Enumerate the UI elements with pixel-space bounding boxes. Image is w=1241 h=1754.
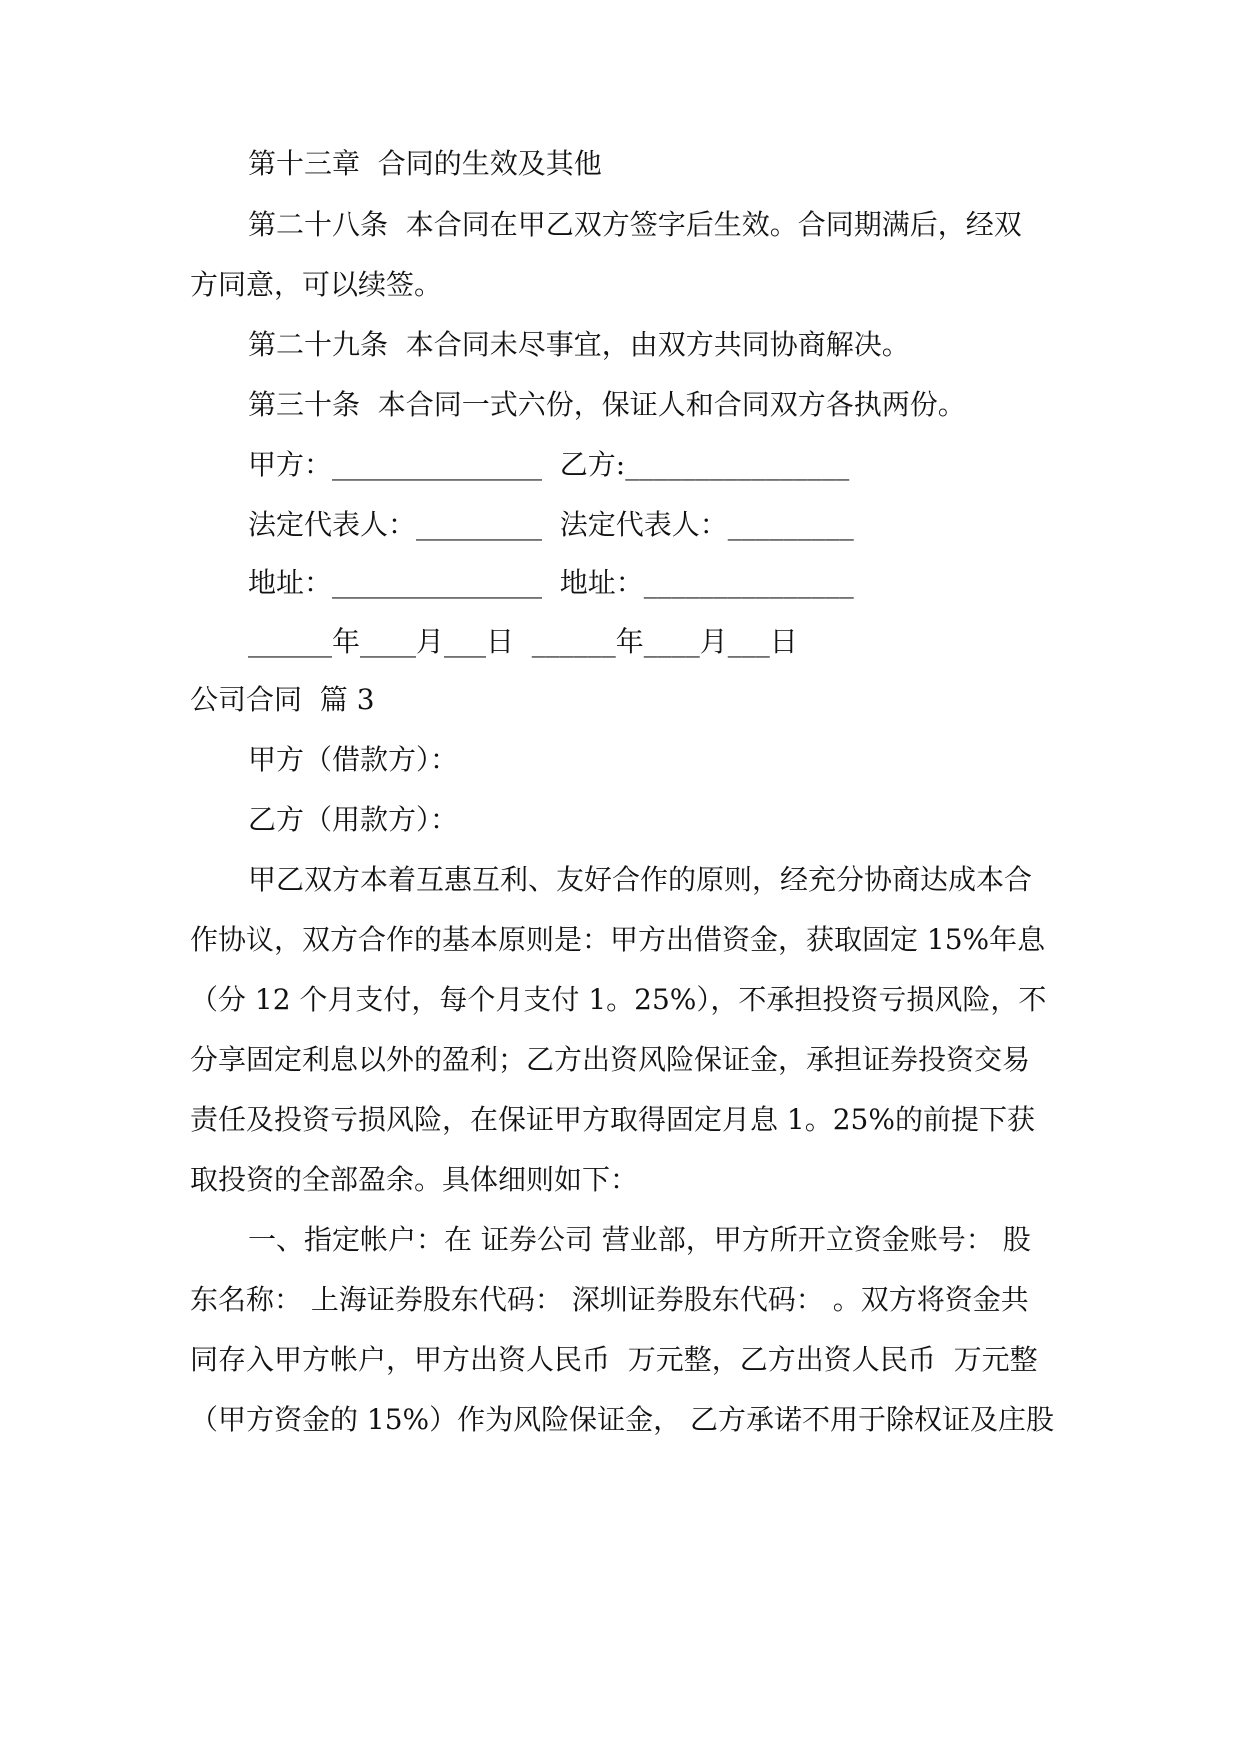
paragraph-1-line-4: 分享固定利息以外的盈利；乙方出资风险保证金，承担证券投资交易 bbox=[190, 1043, 1031, 1076]
article-28-line-1: 第二十八条 本合同在甲乙双方签字后生效。合同期满后，经双 bbox=[248, 208, 1022, 241]
article-29: 第二十九条 本合同未尽事宜，由双方共同协商解决。 bbox=[248, 328, 910, 361]
paragraph-2-line-3: 同存入甲方帐户，甲方出资人民币 万元整，乙方出资人民币 万元整 bbox=[190, 1343, 1038, 1376]
paragraph-1-line-3: （分 12 个月支付，每个月支付 1。25%），不承担投资亏损风险，不 bbox=[190, 983, 1047, 1016]
paragraph-1-line-2: 作协议，双方合作的基本原则是：甲方出借资金，获取固定 15%年息 bbox=[190, 923, 1046, 956]
contract-section-heading: 公司合同 篇 3 bbox=[190, 683, 375, 716]
chapter-13-heading: 第十三章 合同的生效及其他 bbox=[248, 147, 602, 180]
article-30: 第三十条 本合同一式六份，保证人和合同双方各执两份。 bbox=[248, 388, 966, 421]
paragraph-1-line-1: 甲乙双方本着互惠互利、友好合作的原则，经充分协商达成本合 bbox=[248, 863, 1033, 896]
party-b-label: 乙方（用款方）： bbox=[248, 803, 459, 836]
paragraph-1-line-5: 责任及投资亏损风险，在保证甲方取得固定月息 1。25%的前提下获 bbox=[190, 1103, 1035, 1136]
signature-date-line: ______年____月___日 ______年____月___日 bbox=[248, 625, 798, 658]
party-a-label: 甲方（借款方）： bbox=[248, 743, 459, 776]
paragraph-2-line-1: 一、指定帐户：在 证券公司 营业部，甲方所开立资金账号： 股 bbox=[248, 1223, 1031, 1256]
signature-address-line: 地址：_______________ 地址：_______________ bbox=[248, 566, 854, 599]
paragraph-1-line-6: 取投资的全部盈余。具体细则如下： bbox=[190, 1163, 639, 1196]
signature-party-line: 甲方：_______________ 乙方:________________ bbox=[248, 448, 850, 481]
signature-representative-line: 法定代表人：_________ 法定代表人：_________ bbox=[248, 508, 854, 541]
article-28-line-2: 方同意，可以续签。 bbox=[190, 268, 443, 301]
paragraph-2-line-4: （甲方资金的 15%）作为风险保证金， 乙方承诺不用于除权证及庄股 bbox=[190, 1403, 1055, 1436]
paragraph-2-line-2: 东名称： 上海证券股东代码： 深圳证券股东代码： 。双方将资金共 bbox=[190, 1283, 1029, 1316]
